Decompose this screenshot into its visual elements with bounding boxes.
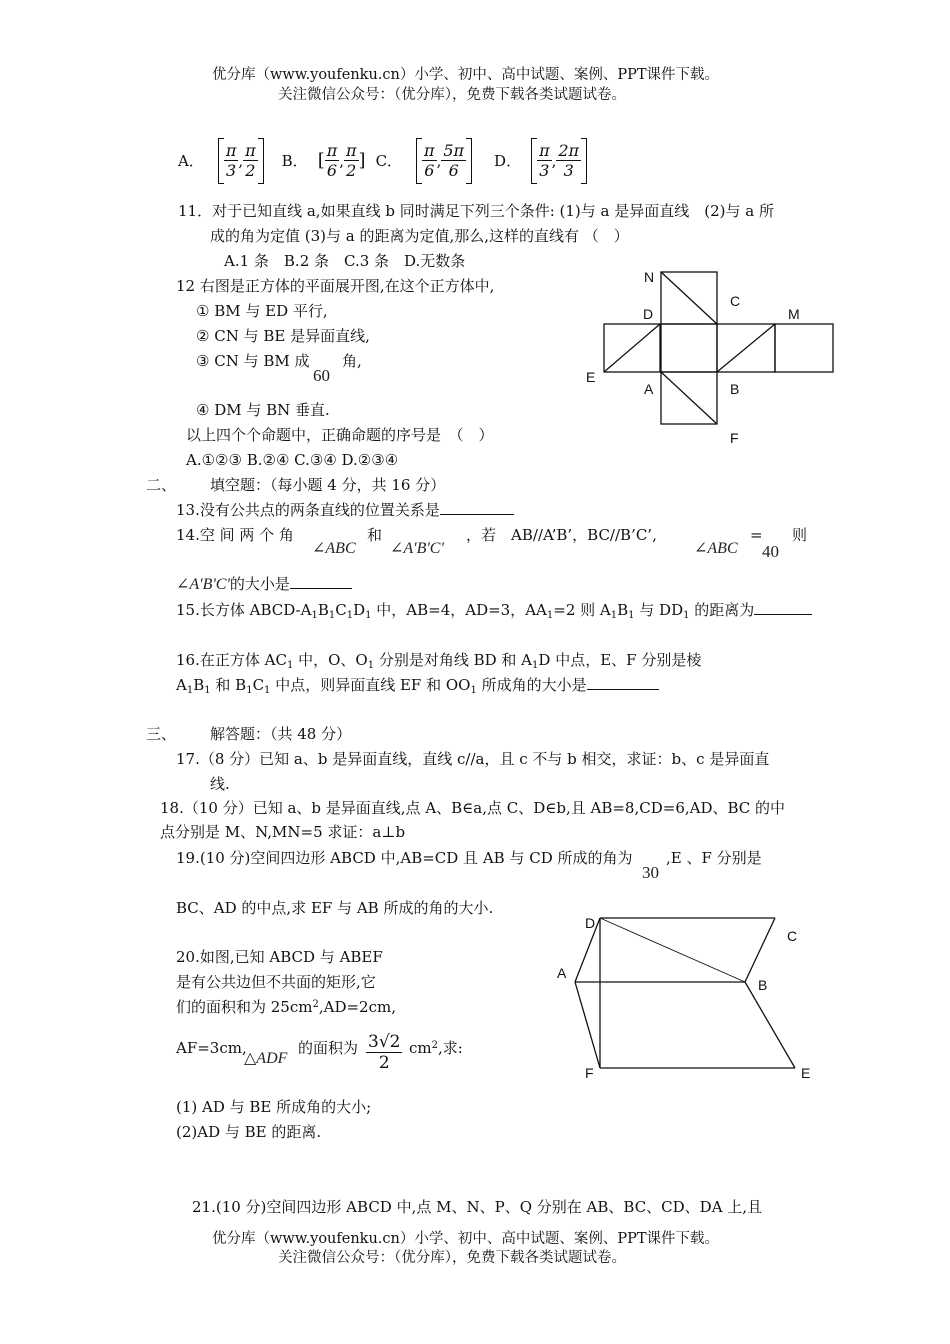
q20-line-2: 是有公共边但不共面的矩形,它 (176, 973, 376, 991)
header-line-2: 关注微信公众号：（优分库），免费下载各类试题试卷。 (278, 87, 626, 103)
q10-option-c-label: C． (375, 151, 403, 170)
q19-line-1a: 19.(10 分)空间四边形 ABCD 中,AB=CD 且 AB 与 CD 所成的角为 (176, 849, 633, 867)
q12-options: A.①②③ B.②④ C.③④ D.②③④ (186, 451, 399, 469)
net-label-e: E (586, 369, 596, 385)
q15-text: 中，AB=4，AD=3，AA (371, 601, 547, 619)
q12-item-4: ④ DM 与 BN 垂直. (196, 401, 330, 419)
q16-line-2 (176, 678, 659, 696)
q14-angle-2: ∠A'B'C' (390, 540, 444, 557)
q10-options (178, 136, 587, 186)
q15-text: 与 DD (634, 601, 684, 619)
q12-ask: 以上四个个命题中，正确命题的序号是 （ ） (186, 426, 494, 444)
header-line-1: 优分库（www.youfenku.cn）小学、初中、高中试题、案例、PPT课件下载。 (212, 67, 720, 83)
fig-label-f: F (585, 1065, 594, 1081)
subscript: 1 (246, 685, 253, 696)
q11-options: A.1 条 B.2 条 C.3 条 D.无数条 (224, 252, 466, 270)
section-3-title: 解答题：（共 48 分） (210, 725, 352, 743)
subscript: 1 (367, 660, 375, 671)
net-square-m (775, 324, 833, 372)
q11-line-2: 成的角为定值 (3)与 a 的距离为定值,那么,这样的直线有 （ ） (210, 227, 629, 245)
q15-text: 的距离为 (689, 601, 755, 619)
q16-text: 分别是对角线 BD 和 A (374, 651, 533, 669)
q15-text: B (317, 601, 329, 619)
q12-item-3b: 角, (342, 352, 362, 370)
q21-line-1: 21.(10 分)空间四边形 ABCD 中,点 M、N、P、Q 分别在 AB、BC、CD、DA 上,且 (192, 1198, 763, 1216)
q10-d-frac2: $\frac{2\pi}{3}$ (558, 141, 580, 180)
q10-a-frac1: $\frac{\pi}{3}$ (225, 141, 237, 180)
section-2-title: 填空题：（每小题 4 分，共 16 分） (210, 476, 446, 494)
footer-line-2: 关注微信公众号：（优分库），免费下载各类试题试卷。 (278, 1250, 626, 1266)
q20-text: 们的面积和为 25cm (176, 998, 313, 1016)
q10-d-frac1: $\frac{\pi}{3}$ (539, 141, 550, 180)
q14-and: 和 (367, 526, 383, 544)
q14-value: 40 (762, 542, 779, 561)
q20-text: cm (409, 1039, 432, 1057)
q14-angle-1: ∠ABC (312, 540, 356, 557)
q10-c-frac2: $\frac{5\pi}{6}$ (443, 141, 465, 180)
q16-text: 中，O、O (293, 651, 368, 669)
fraction-denominator: 2 (378, 1053, 390, 1073)
q18-line-2: 点分别是 M、N,MN=5 求证：a⊥b (160, 823, 406, 841)
subscript: 1 (328, 610, 336, 621)
q14-angle-4: ∠A'B'C' (176, 576, 230, 593)
comma: , (339, 151, 345, 170)
q14-then: 则 (792, 526, 808, 544)
fraction-numerator: 3√2 (368, 1032, 401, 1052)
q17-line-1: 17.（8 分）已知 a、b 是异面直线，直线 c//a，且 c 不与 b 相交，求证：b、c 是异面直 (176, 750, 770, 768)
q14-eq: = (750, 526, 763, 544)
q14-angle-3: ∠ABC (694, 540, 738, 557)
q12-item-1: ① BM 与 ED 平行, (196, 302, 328, 320)
q16-text: A (176, 676, 187, 694)
net-label-m: M (788, 306, 800, 322)
comma: , (436, 151, 442, 170)
q14-pre: 14.空 间 两 个 角 (176, 526, 294, 544)
fig-label-c: C (787, 928, 798, 944)
q17-line-2: 线. (210, 775, 230, 793)
superscript: 2 (431, 1040, 438, 1051)
footer-line-1: 优分库（www.youfenku.cn）小学、初中、高中试题、案例、PPT课件下载。 (212, 1231, 720, 1247)
bracket-left-small: [ (317, 150, 325, 171)
fig-label-b: B (758, 977, 768, 993)
net-label-a: A (644, 381, 654, 397)
bracket-right-small: ] (358, 150, 366, 171)
superscript: 2 (312, 999, 319, 1010)
q16-text: 所成角的大小是 (476, 676, 587, 694)
q20-rectangles-figure (550, 908, 830, 1088)
q19-line-2: BC、AD 的中点,求 EF 与 AB 所成的角的大小. (176, 899, 494, 917)
q10-option-b-label: B． (281, 151, 308, 170)
subscript: 1 (610, 610, 618, 621)
q16-text: D 中点，E、F 分别是棱 (538, 651, 702, 669)
subscript: 1 (683, 610, 690, 621)
q14-mid: ，若 AB//A’B’，BC//B’C’, (466, 526, 657, 544)
q20-line-1: 20.如图,已知 ABCD 与 ABEF (176, 948, 383, 966)
subscript: 1 (628, 610, 635, 621)
cube-net-figure (580, 262, 842, 452)
q20-part-1: (1) AD 与 BE 所成角的大小; (176, 1098, 372, 1116)
q14-answer-blank[interactable] (290, 588, 352, 589)
subscript: 1 (264, 685, 271, 696)
fig-label-d: D (585, 915, 596, 931)
q20-line-3 (176, 1000, 396, 1015)
q15-text: D (353, 601, 366, 619)
q20-text: ,AD=2cm, (318, 998, 396, 1016)
q10-a-frac2: $\frac{\pi}{2}$ (245, 141, 256, 180)
q20-area-text: 的面积为 (298, 1039, 359, 1057)
q20-area-fraction (366, 1034, 402, 1072)
q16-text: B (193, 676, 205, 694)
q15-text: B (617, 601, 629, 619)
net-square-center (661, 324, 717, 372)
q12-item-3a: ③ CN 与 BM 成 (196, 352, 310, 370)
q20-af: AF=3cm, (176, 1039, 247, 1057)
q12-item-3-angle: 60 (313, 366, 330, 385)
net-label-b: B (730, 381, 740, 397)
q16-text: 和 B (210, 676, 247, 694)
q16-line-1 (176, 653, 701, 671)
bracket-right (258, 138, 264, 184)
subscript: 1 (546, 610, 554, 621)
bracket-right (581, 138, 587, 184)
q10-option-a-label: A． (178, 151, 204, 170)
q15-text: =2 则 A (553, 601, 611, 619)
q14-tail: 的大小是 (229, 575, 290, 593)
q16-text: 中点，则异面直线 EF 和 OO (270, 676, 471, 694)
q15-text: C (335, 601, 347, 619)
q20-triangle: △ADF (244, 1050, 288, 1067)
q20-part-2: (2)AD 与 BE 的距离. (176, 1123, 322, 1141)
q19-angle: 30 (642, 863, 659, 882)
subscript: 1 (346, 610, 354, 621)
net-label-f: F (730, 430, 739, 446)
q10-b-frac1: $\frac{\pi}{6}$ (326, 141, 338, 180)
q19-line-1b: ,E 、F 分别是 (666, 849, 762, 867)
section-3-number: 三、 (146, 725, 177, 743)
q14-line-2 (176, 577, 352, 593)
q13-text: 13.没有公共点的两条直线的位置关系是 (176, 501, 440, 519)
q13 (176, 503, 514, 518)
q10-c-frac1: $\frac{\pi}{6}$ (424, 141, 435, 180)
q16-answer-blank[interactable] (587, 689, 659, 690)
subscript: 1 (311, 610, 318, 621)
fig-label-e: E (801, 1065, 811, 1081)
section-2-number: 二、 (146, 476, 177, 494)
q20-unit (409, 1041, 463, 1056)
subscript: 1 (470, 685, 477, 696)
q15 (176, 603, 812, 621)
fig-label-a: A (557, 965, 567, 981)
bracket-right (466, 138, 472, 184)
q16-text: 16.在正方体 AC (176, 651, 287, 669)
net-label-d: D (643, 306, 654, 322)
q13-answer-blank[interactable] (440, 514, 514, 515)
q18-line-1: 18.（10 分）已知 a、b 是异面直线,点 A、B∈a,点 C、D∈b,且 AB=8,CD=6,AD、BC 的中 (160, 799, 786, 817)
comma: , (551, 151, 557, 170)
q20-text: ,求: (438, 1039, 463, 1057)
q15-answer-blank[interactable] (754, 614, 812, 615)
subscript: 1 (365, 610, 372, 621)
net-label-n: N (644, 269, 655, 285)
subscript: 1 (532, 660, 539, 671)
net-label-c: C (730, 293, 741, 309)
comma: , (238, 151, 244, 170)
subscript: 1 (286, 660, 294, 671)
q12-item-2: ② CN 与 BE 是异面直线, (196, 327, 370, 345)
q11-line-1: 11．对于已知直线 a,如果直线 b 同时满足下列三个条件: (1)与 a 是异面直线 (2)与 a 所 (178, 202, 774, 220)
q10-option-d-label: D． (494, 151, 522, 170)
subscript: 1 (204, 685, 211, 696)
q15-text: 15.长方体 ABCD-A (176, 601, 312, 619)
q10-b-frac2: $\frac{\pi}{2}$ (346, 141, 357, 180)
subscript: 1 (186, 685, 194, 696)
q12-stem: 12 右图是正方体的平面展开图,在这个正方体中, (176, 277, 495, 295)
q16-text: C (252, 676, 265, 694)
